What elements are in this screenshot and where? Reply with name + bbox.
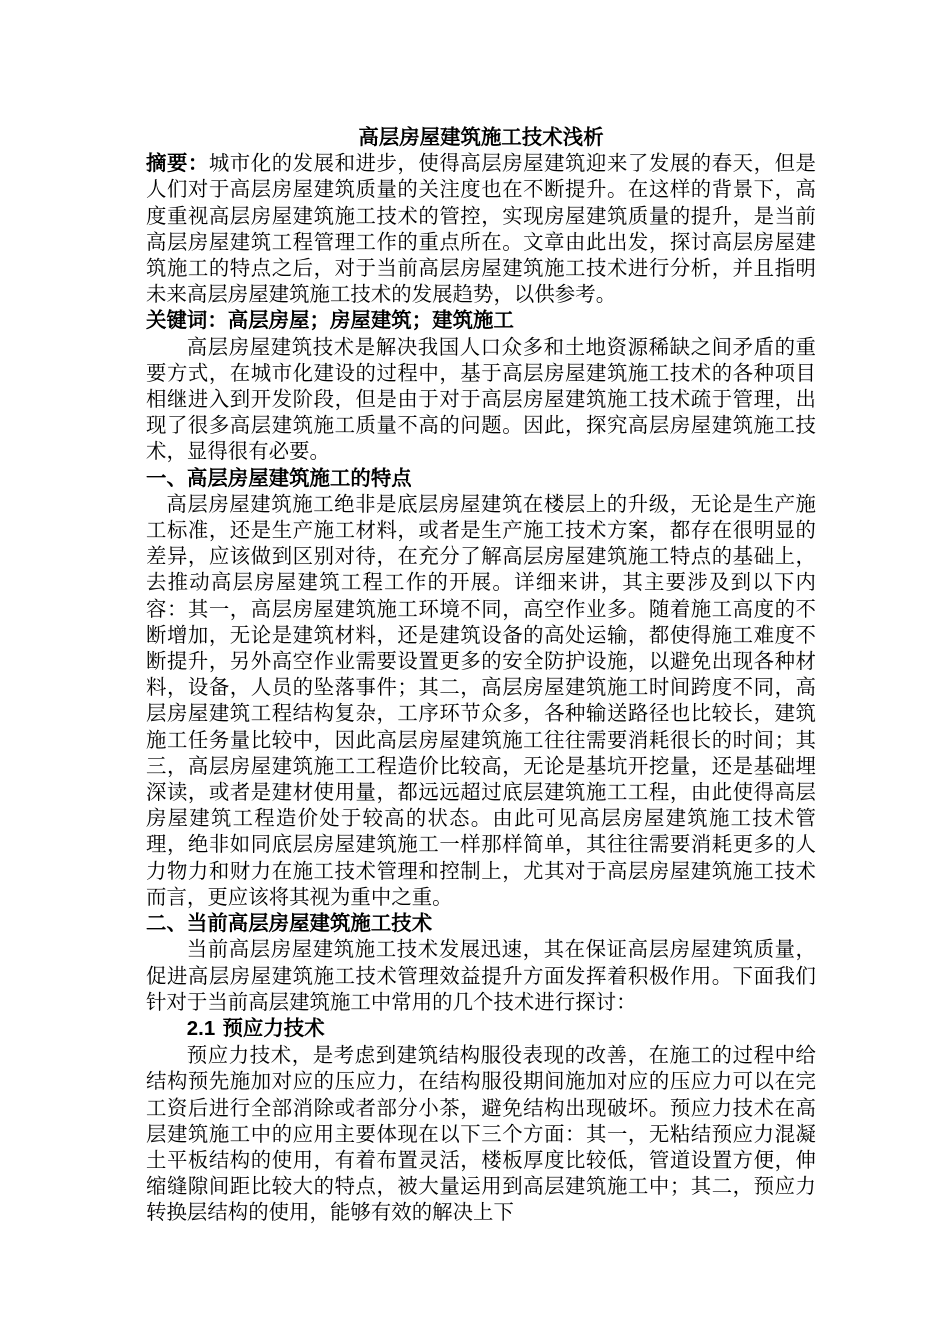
section-1-heading: 一、高层房屋建筑施工的特点 — [146, 465, 412, 490]
subsection-2-1-heading — [146, 1015, 816, 1042]
intro-paragraph: 高层房屋建筑技术是解决我国人口众多和土地资源稀缺之间矛盾的重要方式，在城市化建设的过程中，基于高层房屋建筑施工技术的各种项目相继进入到开发阶段，但是由于对于高层房屋建筑施工技术疏于管理，出现了很多高层建筑施工质量不高的问题。因此，探究高层房屋建筑施工技术，显得很有必要。 — [146, 334, 816, 464]
abstract-paragraph — [146, 150, 816, 307]
abstract-text: 城市化的发展和进步，使得高层房屋建筑迎来了发展的春天，但是人们对于高层房屋建筑质量的关注度也在不断提升。在这样的背景下，高度重视高层房屋建筑施工技术的管控，实现房屋建筑质量的提升，是当前高层房屋建筑工程管理工作的重点所在。文章由此出发，探讨高层房屋建筑施工的特点之后，对于当前高层房屋建筑施工技术进行分析，并且指明未来高层房屋建筑施工技术的发展趋势，以供参考。 — [146, 151, 816, 307]
subsection-2-1-title: 预应力技术 — [222, 1015, 325, 1040]
section-2-heading: 二、当前高层房屋建筑施工技术 — [146, 911, 433, 936]
abstract-label: 摘要： — [146, 151, 209, 176]
subsection-2-1-number: 2.1 — [186, 1017, 216, 1040]
section-2-paragraph: 当前高层房屋建筑施工技术发展迅速，其在保证高层房屋建筑质量，促进高层房屋建筑施工技术管理效益提升方面发挥着积极作用。下面我们针对于当前高层建筑施工中常用的几个技术进行探讨： — [146, 937, 816, 1014]
section-1-paragraph: 高层房屋建筑施工绝非是底层房屋建筑在楼层上的升级，无论是生产施工标准，还是生产施工材料，或者是生产施工技术方案，都存在很明显的差异，应该做到区别对待，在充分了解高层房屋建筑施工特点的基础上，去推动高层房屋建筑工程工作的开展。详细来讲，其主要涉及到以下内容：其一，高层房屋建筑施工环境不同，高空作业多。随着施工高度的不断增加，无论是建筑材料，还是建筑设备的高处运输，都使得施工难度不断提升，另外高空作业需要设置更多的安全防护设施，以避免出现各种材料，设备，人员的坠落事件；其二，高层房屋建筑施工时间跨度不同，高层房屋建筑工程结构复杂，工序环节众多，各种输送路径也比较长，建筑施工任务量比较中，因此高层房屋建筑施工往往需要消耗很长的时间；其三，高层房屋建筑施工工程造价比较高，无论是基坑开挖量，还是基础埋深读，或者是建材使用量，都远远超过底层建筑施工工程，由此使得高层房屋建筑工程造价处于较高的状态。由此可见高层房屋建筑施工技术管理，绝非如同底层房屋建筑施工一样那样简单，其往往需要消耗更多的人力物力和财力在施工技术管理和控制上，尤其对于高层房屋建筑施工技术而言，更应该将其视为重中之重。 — [146, 491, 816, 909]
subsection-2-1-paragraph: 预应力技术，是考虑到建筑结构服役表现的改善，在施工的过程中给结构预先施加对应的压应力，在结构服役期间施加对应的压应力可以在完工资后进行全部消除或者部分小茶，避免结构出现破坏。预应力技术在高层建筑施工中的应用主要体现在以下三个方面：其一，无粘结预应力混凝土平板结构的使用，有着布置灵活，楼板厚度比较低，管道设置方便，伸缩缝隙间距比较大的特点，被大量运用到高层建筑施工中；其二，预应力转换层结构的使用，能够有效的解决上下 — [146, 1043, 816, 1225]
keywords-line: 关键词：高层房屋；房屋建筑；建筑施工 — [146, 308, 514, 333]
document-title: 高层房屋建筑施工技术浅析 — [358, 125, 604, 149]
document-page — [146, 124, 816, 1226]
